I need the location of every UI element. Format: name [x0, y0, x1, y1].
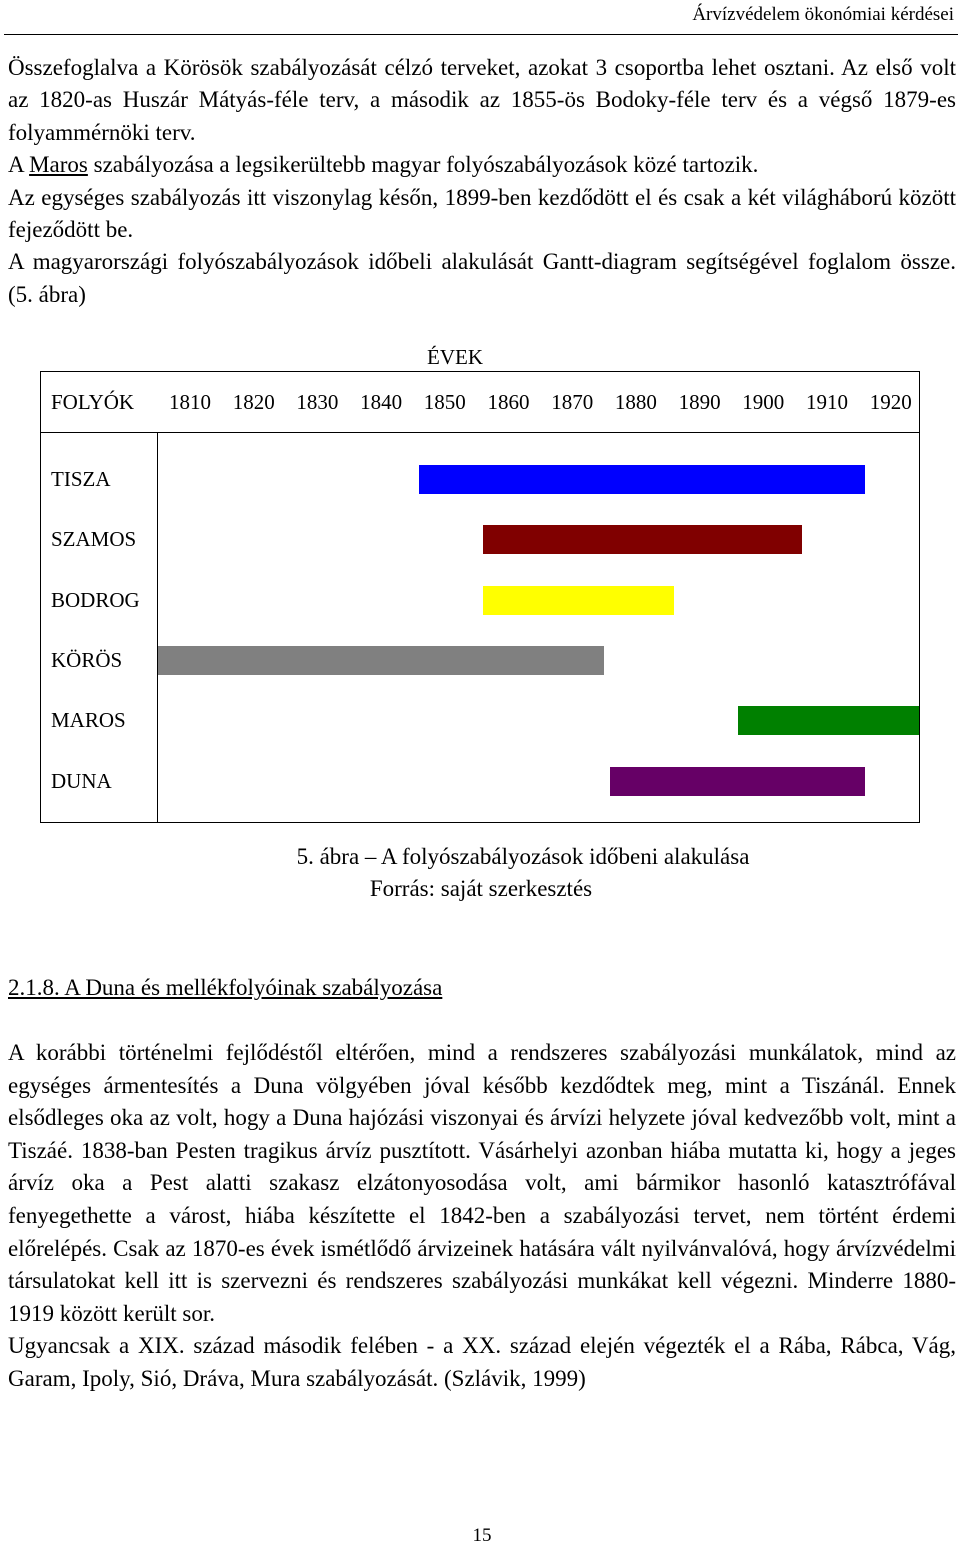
gantt-figure: [0, 340, 960, 910]
gantt-bar-2: [483, 525, 802, 554]
year-tick-1910: 1910: [806, 390, 848, 414]
label-column-divider: [157, 433, 158, 823]
year-tick-1870: 1870: [551, 390, 594, 414]
section-paragraph-2: Ugyancsak a XIX. század második felében - a XX. század elején végezték el a Rába, Rábca, Vág, Garam, Ipoly, Sió, Dráva, Mura szabályozását. (Szlávik, 1999): [8, 1333, 956, 1391]
figure-caption: 5. ábra – A folyószabályozások időbeni alakulása: [296, 844, 750, 869]
gantt-bar-6: [610, 767, 865, 796]
gantt-header-row: [41, 372, 919, 433]
year-tick-1840: 1840: [360, 390, 403, 414]
year-tick-1880: 1880: [614, 390, 657, 414]
river-label-4: KÖRÖS: [51, 647, 123, 672]
year-tick-1920: 1920: [869, 390, 912, 414]
gantt-chart: [40, 371, 920, 823]
intro-p2-pre: A: [8, 152, 30, 178]
gantt-bar-4: [158, 646, 604, 675]
gantt-bar-5: [738, 706, 919, 735]
year-tick-1890: 1890: [678, 390, 721, 414]
year-tick-1830: 1830: [296, 390, 339, 414]
gantt-bar-1: [419, 465, 865, 494]
running-header: Árvízvédelem ökonómiai kérdései: [692, 4, 954, 25]
figure-source: Forrás: saját szerkesztés: [369, 876, 593, 901]
river-label-2: SZAMOS: [51, 527, 137, 552]
header-divider: [4, 34, 958, 35]
intro-paragraph-3: Az egységes szabályozás itt viszonylag későn, 1899-ben kezdődött el és csak a két világháború között fejeződött be.: [8, 184, 956, 243]
year-tick-1900: 1900: [742, 390, 785, 414]
maros-underlined: Maros: [29, 152, 88, 178]
river-label-3: BODROG: [51, 587, 140, 612]
year-tick-1850: 1850: [423, 390, 466, 414]
river-label-6: DUNA: [51, 768, 112, 793]
intro-p2-post: szabályozása a legsikerültebb magyar folyószabályozások közé tartozik.: [87, 152, 759, 178]
river-label-1: TISZA: [51, 467, 111, 491]
intro-paragraph-4: A magyarországi folyószabályozások időbeli alakulását Gantt-diagram segítségével foglalom össze. (5. ábra): [8, 249, 956, 307]
section-paragraph-1: A korábbi történelmi fejlődéstől eltérően, mind a rendszeres szabályozási munkálatok, mind az egységes ármentesítés a Duna völgyében jóval később kezdődtek meg, mint a Tiszánál. Ennek elsődleges oka az volt, hogy a Duna hajózási viszonyai és árvízi helyzete jóval kedvezőbb volt, mint a Tiszáé. 1838-ban Pesten tragikus árvíz pusztított. Vásárhelyi azonban hiába mutatta ki, hogy a jeges árvíz oka a Pest alatti szakasz elzátonyosodása volt, ami bármikor hasonló katasztrófával fenyegethette a várost, hiába készítette el 1842-ben a szabályozási tervet, nem történt érdemi előrelépés. Csak az 1870-es évek ismétlődő árvizeinek hatására vált nyilvánvalóvá, hogy árvízvédelmi társulatokat kell itt is szervezni és rendszeres szabályozási munkákat kell végezni. Minderre 1880-1919 között került sor.: [8, 1040, 956, 1326]
gantt-bar-3: [483, 586, 674, 615]
section-heading: [8, 972, 442, 1004]
row-header-label: FOLYÓK: [51, 390, 135, 414]
page-number: 15: [472, 1525, 492, 1546]
river-label-5: MAROS: [51, 708, 126, 733]
year-tick-1860: 1860: [487, 390, 530, 414]
year-tick-1820: 1820: [232, 390, 275, 414]
intro-paragraph-1: Összefoglalva a Körösök szabályozását célzó terveket, azokat 3 csoportba lehet osztani. Az első volt az 1820-as Huszár Mátyás-féle terv, a második az 1855-ös Bodoky-féle terv és a végső 1879-es folyammérnöki terv.: [8, 55, 956, 145]
section-heading-text: 2.1.8. A Duna és mellékfolyóinak szabályozása: [8, 975, 443, 1000]
chart-title: ÉVEK: [427, 345, 483, 369]
intro-text: [8, 52, 956, 311]
section-body: [8, 1037, 956, 1396]
intro-paragraph-2: [8, 149, 956, 181]
year-tick-1810: 1810: [169, 390, 211, 414]
